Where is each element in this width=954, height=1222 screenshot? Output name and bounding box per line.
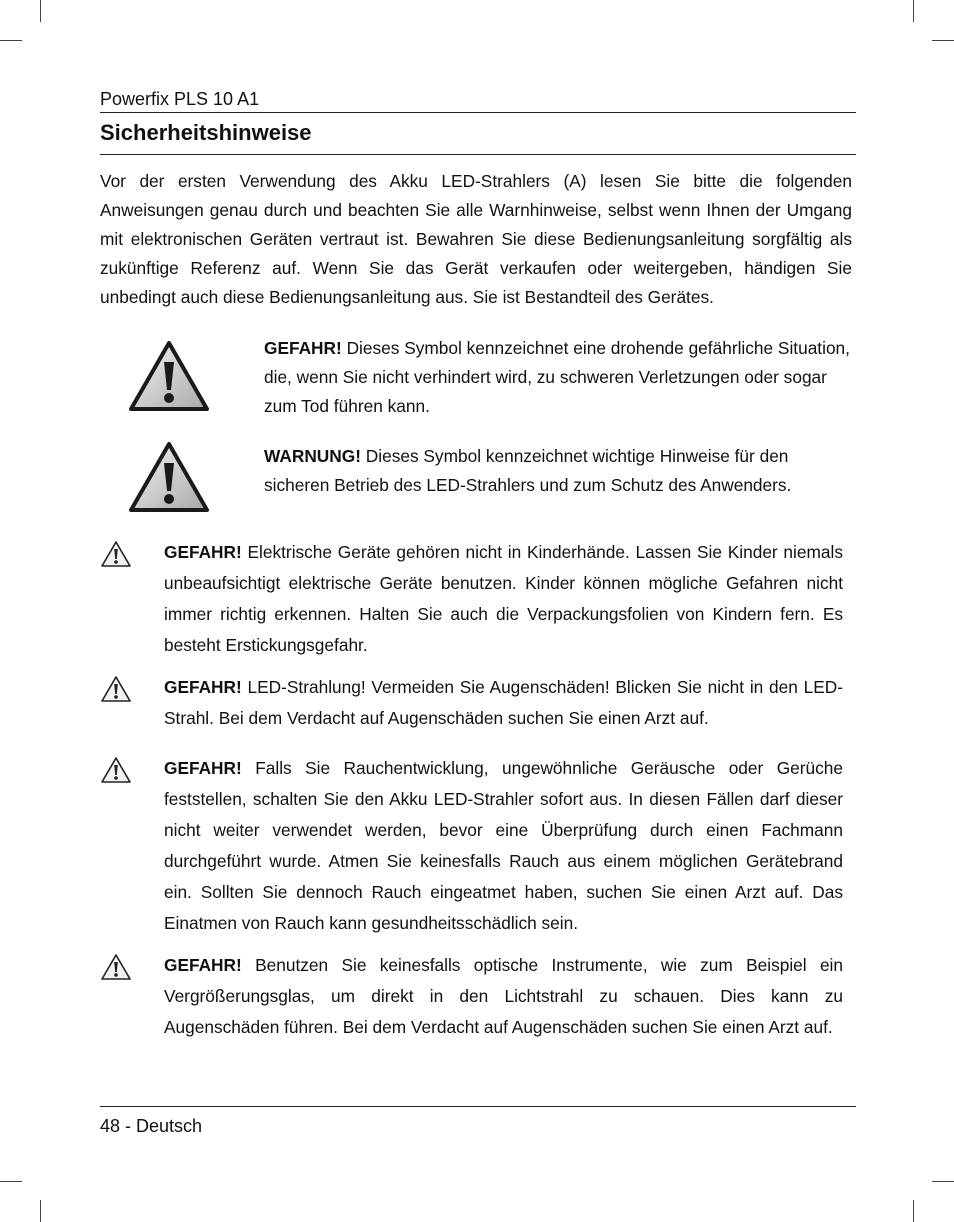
intro-paragraph: Vor der ersten Verwendung des Akku LED-Strahlers (A) lesen Sie bitte die folgenden Anweisungen genau durch und beachten Sie alle Warnhinweise, selbst wenn Ihnen der Umgang mit elektronischen Geräten vertraut ist. Bewahren Sie diese Bedienungsanleitung sorgfältig als zukünftige Referenz auf. Wenn Sie das Gerät verkaufen oder weitergeben, händigen Sie unbedingt auch diese Bedienungsanleitung aus. Sie ist Bestandteil des Gerätes. [100,171,852,307]
page-content [100,86,856,1054]
crop-mark [913,0,914,22]
crop-mark [932,1181,954,1182]
note-label: GEFAHR! [164,542,242,562]
safety-notes [100,537,856,1043]
crop-mark [0,1181,22,1182]
note-label: GEFAHR! [164,955,242,975]
legend-description: Dieses Symbol kennzeichnet eine drohende gefährliche Situation, die, wenn Sie nicht verhindert wird, zu schweren Verletzungen oder sogar zum Tod führen kann. [264,338,850,416]
page-number: 48 - Deutsch [100,1116,203,1136]
safety-note [100,950,856,1043]
page-footer [100,1106,856,1139]
crop-mark [0,40,22,41]
note-label: GEFAHR! [164,758,242,778]
warning-triangle-icon [100,756,132,789]
safety-note [100,672,856,734]
crop-mark [40,1200,41,1222]
crop-mark [932,40,954,41]
warning-triangle-icon [128,340,210,417]
warning-triangle-icon [128,441,210,518]
symbol-legend [100,334,856,519]
note-body: Elektrische Geräte gehören nicht in Kinderhände. Lassen Sie Kinder niemals unbeaufsichtigt elektrische Geräte benutzen. Kinder können mögliche Gefahren nicht immer richtig erkennen. Halten Sie auch die Verpackungsfolien von Kindern fern. Es besteht Erstickungsgefahr. [164,542,843,655]
warning-triangle-icon [100,675,132,708]
warning-triangle-icon [100,540,132,573]
legend-description: Dieses Symbol kennzeichnet wichtige Hinweise für den sicheren Betrieb des LED-Strahlers und zum Schutz des Anwenders. [264,446,792,495]
note-body: LED-Strahlung! Vermeiden Sie Augenschäden! Blicken Sie nicht in den LED-Strahl. Bei dem Verdacht auf Augenschäden suchen Sie einen Arzt auf. [164,677,843,728]
running-header: Powerfix PLS 10 A1 [100,89,260,109]
note-body: Falls Sie Rauchentwicklung, ungewöhnliche Geräusche oder Gerüche feststellen, schalten Sie den Akku LED-Strahler sofort aus. In diesen Fällen darf dieser nicht weiter verwendet werden, bevor eine Überprüfung durch einen Fachmann durchgeführt wurde. Atmen Sie keinesfalls Rauch aus einem möglichen Gerätebrand ein. Sollten Sie dennoch Rauch eingeatmet haben, suchen Sie einen Arzt auf. Das Einatmen von Rauch kann gesundheitsschädlich sein. [164,758,843,933]
legend-label: GEFAHR! [264,338,342,358]
note-body: Benutzen Sie keinesfalls optische Instrumente, wie zum Beispiel ein Vergrößerungsglas, um direkt in den Lichtstrahl zu schauen. Dies kann zu Augenschäden führen. Bei dem Verdacht auf Augenschäden suchen Sie einen Arzt auf. [164,955,844,1037]
legend-label: WARNUNG! [264,446,361,466]
safety-note [100,537,856,661]
section-title: Sicherheitshinweise [100,113,856,155]
note-label: GEFAHR! [164,677,242,697]
crop-mark [913,1200,914,1222]
warning-triangle-icon [100,953,132,986]
crop-mark [40,0,41,22]
safety-note [100,753,856,939]
